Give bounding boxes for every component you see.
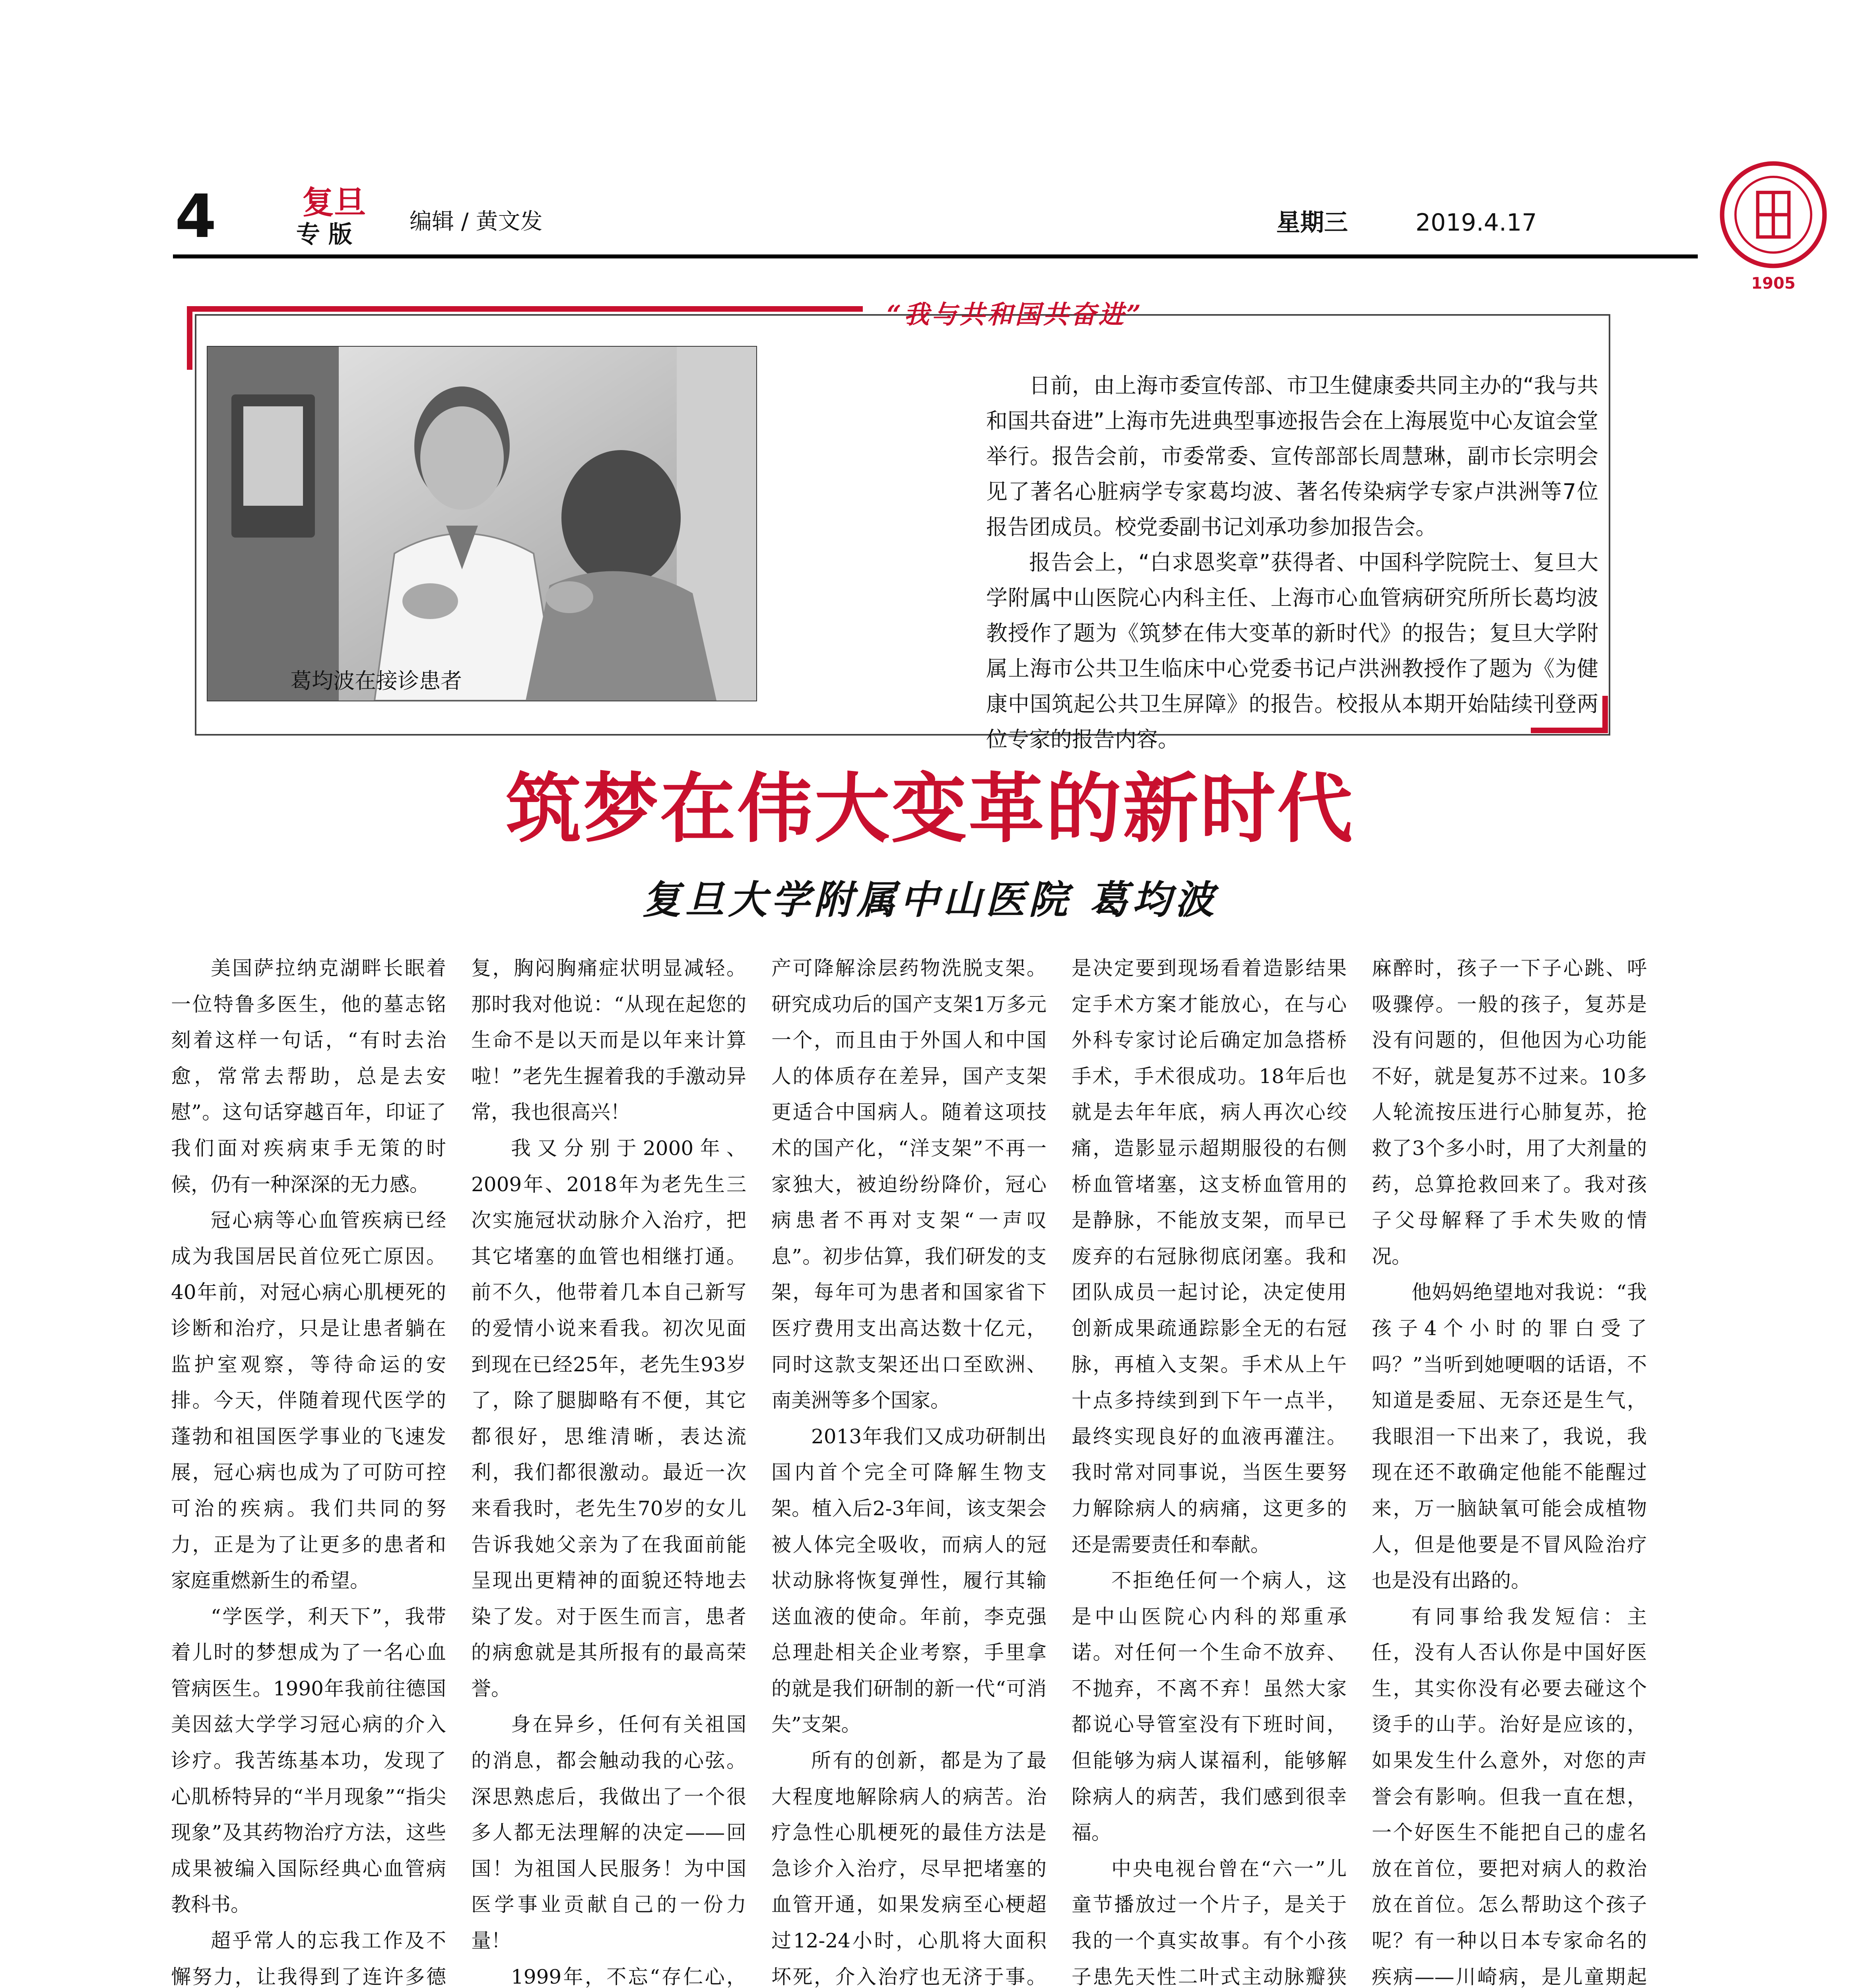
page-number: 4 xyxy=(175,182,217,251)
photo-caption: 葛均波在接诊患者 xyxy=(290,668,462,693)
paragraph: 冠心病等心血管疾病已经成为我国居民首位死亡原因。40年前，对冠心病心肌梗死的诊断和治疗，只是让患者躺在监护室观察，等待命运的安排。今天，伴随着现代医学的蓬勃和祖国医学事业的飞速发展，冠心病也成为了可防可控可治的疾病。我们共同的努力，正是为了让更多的患者和家庭重燃新生的希望。 xyxy=(171,1209,446,1592)
header-rule xyxy=(173,254,1698,258)
editor-credit: 编辑 / 黄文发 xyxy=(410,209,543,235)
article-column-2 xyxy=(471,950,746,1988)
paragraph: 麻醉时，孩子一下子心跳、呼吸骤停。一般的孩子，复苏是没有问题的，但他因为心功能不好，就是复苏不过来。10多人轮流按压进行心肺复苏，抢救了3个多小时，用了大剂量的药，总算抢救回来了。我对孩子父母解释了手术失败的情况。 xyxy=(1372,957,1647,1268)
slogan: “我与共和国共奋进” xyxy=(887,300,1144,330)
paper-name: 复旦 xyxy=(302,184,366,221)
article-title: 筑梦在伟大变革的新时代 xyxy=(505,765,1354,853)
paragraph: 我又分别于2000年、2009年、2018年为老先生三次实施冠状动脉介入治疗，把其它堵塞的血管也相继打通。前不久，他带着几本自己新写的爱情小说来看我。初次见面到现在已经25年，老先生93岁了，除了腿脚略有不便，其它都很好，思维清晰，表达流利，我们都很激动。最近一次来看我时，老先生70岁的女儿告诉我她父亲为了在我面前能呈现出更精神的面貌还特地去染了发。对于医生而言，患者的病愈就是其所报有的最高荣誉。 xyxy=(471,1136,746,1700)
paragraph: 是决定要到现场看着造影结果定手术方案才能放心，在与心外科专家讨论后确定加急搭桥手术，手术很成功。18年后也就是去年年底，病人再次心绞痛，造影显示超期服役的右侧桥血管堵塞，这支桥血管用的是静脉，不能放支架，而早已废弃的右冠脉彻底闭塞。我和团队成员一起讨论，决定使用创新成果疏通踪影全无的右冠脉，再植入支架。手术从上午十点多持续到到下午一点半，最终实现良好的血液再灌注。我时常对同事说，当医生要努力解除病人的病痛，这更多的还是需要责任和奉献。 xyxy=(1072,957,1347,1556)
paragraph: 2013年我们又成功研制出国内首个完全可降解生物支架。植入后2-3年间，该支架会被人体完全吸收，而病人的冠状动脉将恢复弹性，履行其输送血液的使命。年前，李克强总理赴相关企业考察，手里拿的就是我们研制的新一代“可消失”支架。 xyxy=(771,1425,1046,1736)
paragraph: 美国萨拉纳克湖畔长眠着一位特鲁多医生，他的墓志铭刻着这样一句话，“有时去治愈，常常去帮助，总是去安慰”。这句话穿越百年，印证了我们面对疾病束手无策的时候，仍有一种深深的无力感。 xyxy=(171,957,446,1196)
frame-accent-top xyxy=(187,306,863,312)
article-column-4 xyxy=(1072,950,1347,1988)
intro-paragraph: 日前，由上海市委宣传部、市卫生健康委共同主办的“我与共和国共奋进”上海市先进典型事迹报告会在上海展览中心友谊会堂举行。报告会前，市委常委、宣传部部长周慧琳，副市长宗明会见了著名心脏病学专家葛均波、著名传染病学专家卢洪洲等7位报告团成员。校党委副书记刘承功参加报告会。 xyxy=(986,373,1598,540)
paragraph: 所有的创新，都是为了最大程度地解除病人的病苦。治疗急性心肌梗死的最佳方法是急诊介入治疗，尽早把堵塞的血管开通，如果发病至心梗超过12-24小时，心肌将大面积坏死，介入治疗也无济于事。 xyxy=(771,1749,1046,1988)
paragraph: 复，胸闷胸痛症状明显减轻。那时我对他说：“从现在起您的生命不是以天而是以年来计算啦！”老先生握着我的手激动异常，我也很高兴！ xyxy=(471,957,746,1124)
intro-text xyxy=(986,368,1598,757)
paragraph: 有同事给我发短信：主任，没有人否认你是中国好医生，其实你没有必要去碰这个烫手的山芋。治好是应该的，如果发生什么意外，对您的声誉会有影响。但我一直在想，一个好医生不能把自己的虚名放在首位，要把对病人的救治放在首位。怎么帮助这个孩子呢？有一种以日本专家命名的疾病——川崎病，是儿童期起 xyxy=(1372,1605,1647,1988)
article-column-3 xyxy=(771,950,1046,1988)
paragraph: 不拒绝任何一个病人，这是中山医院心内科的郑重承诺。对任何一个生命不放弃、不抛弃，不离不弃！虽然大家都说心导管室没有下班时间，但能够为病人谋福利，能够解除病人的病苦，我们感到很幸福。 xyxy=(1072,1569,1347,1844)
paragraph: 产可降解涂层药物洗脱支架。研究成功后的国产支架1万多元一个，而且由于外国人和中国人的体质存在差异，国产支架更适合中国病人。随着这项技术的国产化，“洋支架”不再一家独大，被迫纷纷降价，冠心病患者不再对支架“一声叹息”。初步估算，我们研发的支架，每年可为患者和国家省下医疗费用支出高达数十亿元，同时这款支架还出口至欧洲、南美洲等多个国家。 xyxy=(771,957,1046,1412)
doctor-patient-photo xyxy=(207,346,757,701)
article-column-5 xyxy=(1372,950,1647,1988)
university-seal-icon xyxy=(1718,159,1829,270)
intro-paragraph: 报告会上，“白求恩奖章”获得者、中国科学院院士、复旦大学附属中山医院心内科主任、上海市心血管病研究所所长葛均波教授作了题为《筑梦在伟大变革的新时代》的报告；复旦大学附属上海市公共卫生临床中心党委书记卢洪洲教授作了题为《为健康中国筑起公共卫生屏障》的报告。校报从本期开始陆续刊登两位专家的报告内容。 xyxy=(986,550,1598,752)
article-byline: 复旦大学附属中山医院 葛均波 xyxy=(642,877,1218,923)
frame-accent-left xyxy=(187,306,192,370)
paragraph: 1999年，不忘“存仁心， xyxy=(511,1965,746,1988)
article-column-1 xyxy=(171,950,446,1988)
frame-accent-right xyxy=(1602,696,1608,732)
photo-illustration-icon xyxy=(208,347,756,701)
paragraph: 身在异乡，任何有关祖国的消息，都会触动我的心弦。深思熟虑后，我做出了一个很多人都无法理解的决定——回国！为祖国人民服务！为中国医学事业贡献自己的一份力量！ xyxy=(471,1713,746,1953)
paragraph: 中央电视台曾在“六一”儿童节播放过一个片子，是关于我的一个真实故事。有个小孩子患先天性二叶式主动脉瓣狭 xyxy=(1072,1857,1347,1988)
paragraph: “学医学，利天下”，我带着儿时的梦想成为了一名心血管病医生。1990年我前往德国美因兹大学学习冠心病的介入诊疗。我苦练基本功，发现了心肌桥特异的“半月现象”“指尖现象”及其药物治疗方法，这些成果被编入国际经典心血管病教科书。 xyxy=(171,1605,446,1916)
section-label: 专 版 xyxy=(296,221,352,248)
paragraph: 超乎常人的忘我工作及不懈努力，让我得到了连许多德 xyxy=(171,1929,446,1988)
paragraph: 他妈妈绝望地对我说：“我孩子4个小时的罪白受了吗？”当听到她哽咽的话语，不知道是委屈、无奈还是生气，我眼泪一下出来了，我说，我现在还不敢确定他能不能醒过来，万一脑缺氧可能会成植物人，但是他要是不冒风险治疗也是没有出路的。 xyxy=(1372,1281,1647,1592)
issue-date: 2019.4.17 xyxy=(1415,209,1537,237)
weekday: 星期三 xyxy=(1276,209,1348,237)
seal-year: 1905 xyxy=(1751,274,1796,293)
